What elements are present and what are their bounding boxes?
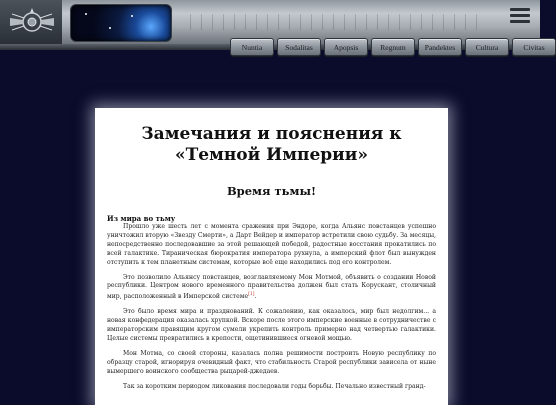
planet-window-icon (70, 4, 172, 42)
imperial-eagle-icon (8, 4, 56, 40)
paragraph: Мон Мотма, со своей стороны, казалась полна решимости построить Новую республику по образцу старой, игнорируя очевидный факт, что стабильность Старой республики зависела от ныне вымершего воинского сообщества рыцарей-джедаев. (107, 349, 436, 375)
main-nav (230, 38, 545, 58)
paragraph: Прошло уже шесть лет с момента сражения при Эндоре, когда Альянс повстанцев успешно уничтожил вторую «Звезду Смерти», а Дарт Вейдер и император встретили свою судьбу. За месяцы, непосредственно последовавшие за этой решающей победой, радостные восстания прокатились по всей галактике. Тираническая бюрократия императора рухнула, а имперский флот был вынужден отступить к тем планетным системам, которые всё еще находились под его контролем. (107, 223, 436, 266)
article-page (95, 108, 448, 405)
paragraph: Так за коротким периодом ликования последовали годы борьбы. Печально известный гранд- (123, 382, 426, 390)
article-title: Замечания и пояснения к «Темной Империи» (141, 124, 402, 165)
paragraph: Это было время мира и празднований. К сожалению, как оказалось, мир был недолгим... а новая конфедерация оказалась хрупкой. Вскоре после этого имперские военные в сотрудничестве с императорским правящим кругом сумели укрепить контроль примерно над четвертью галактики. Целые системы превратились в крепости, ощетинившиеся огневой мощью. (107, 308, 436, 342)
footnote-link[interactable]: [1] (248, 292, 255, 298)
nav-tab-apopsis[interactable]: Apopsis (324, 38, 368, 56)
nav-tab-regnum[interactable]: Regnum (371, 38, 415, 56)
section-heading: Из мира во тьму (107, 214, 176, 223)
article-body (107, 223, 436, 392)
article-subtitle: Время тьмы! (226, 184, 317, 198)
nav-tab-sodalitas[interactable]: Sodalitas (277, 38, 321, 56)
nav-tab-civitas[interactable]: Civitas (512, 38, 556, 56)
nav-tab-cultura[interactable]: Cultura (465, 38, 509, 56)
header-decoration (180, 14, 480, 30)
paragraph: Это позволило Альянсу повстанцев, возглавляемому Мон Мотмой, объявить о создании Новой республики. Центром нового временного правительства должен был стать Корускант, столичный мир, расположенный в Имперской системе[1]. (107, 273, 436, 301)
nav-tab-pandektes[interactable]: Pandektes (418, 38, 462, 56)
menu-icon[interactable] (510, 8, 534, 26)
nav-tab-nuntia[interactable]: Nuntia (230, 38, 274, 56)
emblem-panel (0, 0, 62, 44)
